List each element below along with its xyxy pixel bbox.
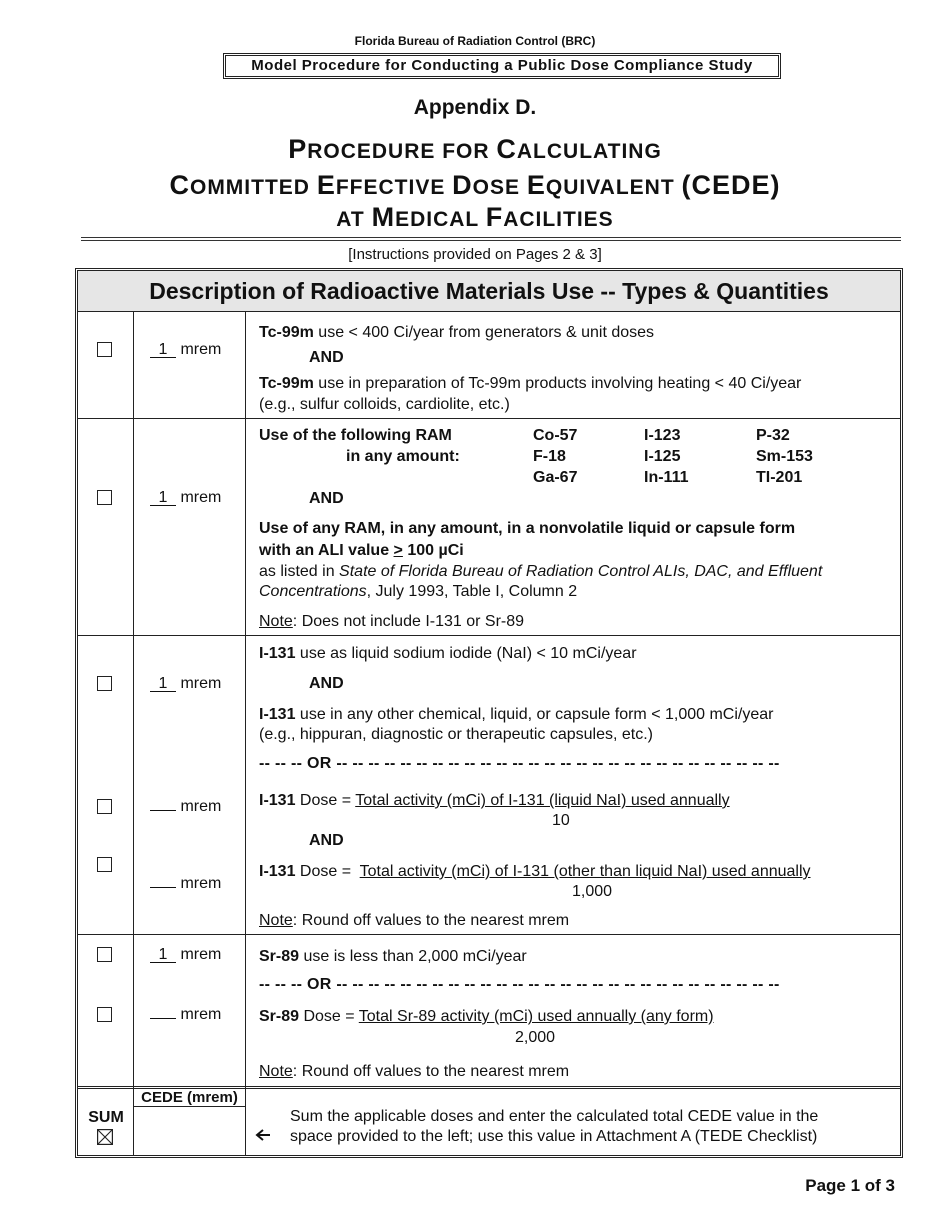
column-divider bbox=[245, 311, 246, 1155]
row2-checkbox[interactable] bbox=[97, 490, 112, 505]
row4-dose-1: 1 mrem bbox=[150, 946, 221, 964]
nuclide: I-123 bbox=[644, 427, 681, 444]
nuclide: TI-201 bbox=[756, 469, 803, 486]
row3-i131-other: I-131 use in any other chemical, liquid, or capsule form < 1,000 mCi/year bbox=[259, 706, 774, 723]
row4-dose-2: mrem bbox=[150, 1006, 221, 1024]
row4-denominator: 2,000 bbox=[515, 1029, 556, 1046]
row3-dose-3: mrem bbox=[150, 875, 221, 893]
sum-instructions-1: Sum the applicable doses and enter the calculated total CEDE value in the bbox=[290, 1108, 819, 1125]
document-subtitle: Model Procedure for Conducting a Public Dose Compliance Study bbox=[223, 53, 781, 79]
title-line-1: PROCEDURE FOR CALCULATING bbox=[288, 134, 662, 164]
row4-sr89-formula: Sr-89 Dose = Total Sr-89 activity (mCi) used annually (any form) bbox=[259, 1008, 714, 1025]
row-divider bbox=[78, 635, 900, 636]
row3-other-denominator: 1,000 bbox=[572, 883, 613, 900]
sum-checkbox-checked[interactable] bbox=[97, 1129, 113, 1145]
row-divider bbox=[78, 934, 900, 935]
cede-header: CEDE (mrem) bbox=[141, 1089, 238, 1106]
row3-note: Note: Round off values to the nearest mrem bbox=[259, 912, 570, 929]
row1-tc99m-heating: Tc-99m use in preparation of Tc-99m products involving heating < 40 Ci/year bbox=[259, 375, 802, 392]
row3-dose-2: mrem bbox=[150, 798, 221, 816]
row2-ali-value: with an ALI value > 100 µCi bbox=[259, 542, 464, 559]
row3-checkbox-2[interactable] bbox=[97, 799, 112, 814]
row2-ali-text: Use of any RAM, in any amount, in a nonvolatile liquid or capsule form bbox=[259, 520, 796, 537]
nuclide: Co-57 bbox=[533, 427, 578, 444]
title-line-2: COMMITTED EFFECTIVE DOSE EQUIVALENT (CEDE) bbox=[169, 170, 781, 200]
row4-checkbox-1[interactable] bbox=[97, 947, 112, 962]
nuclide: Sm-153 bbox=[756, 448, 813, 465]
nuclide: F-18 bbox=[533, 448, 566, 465]
row1-dose: 1 mrem bbox=[150, 341, 221, 359]
sum-label: SUM bbox=[88, 1109, 124, 1126]
row1-and: AND bbox=[309, 349, 344, 366]
nuclide: Ga-67 bbox=[533, 469, 578, 486]
row3-checkbox-3[interactable] bbox=[97, 857, 112, 872]
row2-use-label-2: in any amount: bbox=[346, 448, 460, 465]
nuclide: P-32 bbox=[756, 427, 790, 444]
row2-use-label: Use of the following RAM bbox=[259, 427, 452, 444]
row4-or-separator: -- -- -- OR -- -- -- -- -- -- -- -- -- -- -- -- -- -- -- -- -- -- -- -- -- -- -- -- -- -- -- -- bbox=[259, 976, 780, 993]
sum-instructions-2: space provided to the left; use this value in Attachment A (TEDE Checklist) bbox=[290, 1128, 818, 1145]
row3-i131-other-formula: I-131 Dose = Total activity (mCi) of I-131 (other than liquid NaI) used annually bbox=[259, 863, 811, 880]
nuclide: In-111 bbox=[644, 469, 689, 486]
row4-note: Note: Round off values to the nearest mrem bbox=[259, 1063, 570, 1080]
row3-i131-nai-formula: I-131 Dose = Total activity (mCi) of I-131 (liquid NaI) used annually bbox=[259, 792, 730, 809]
row3-nai-denominator: 10 bbox=[552, 812, 570, 829]
row3-or-separator: -- -- -- OR -- -- -- -- -- -- -- -- -- -- -- -- -- -- -- -- -- -- -- -- -- -- -- -- -- -- -- -- bbox=[259, 755, 780, 772]
nuclide: I-125 bbox=[644, 448, 681, 465]
row-divider bbox=[78, 418, 900, 419]
row2-reference: as listed in State of Florida Bureau of Radiation Control ALIs, DAC, and Effluent bbox=[259, 563, 823, 580]
row1-tc99m-generators: Tc-99m use < 400 Ci/year from generators & unit doses bbox=[259, 324, 655, 341]
arrow-left-icon bbox=[255, 1128, 271, 1147]
row2-dose: 1 mrem bbox=[150, 489, 221, 507]
row4-sr89-use: Sr-89 use is less than 2,000 mCi/year bbox=[259, 948, 527, 965]
row3-dose-1: 1 mrem bbox=[150, 675, 221, 693]
row4-checkbox-2[interactable] bbox=[97, 1007, 112, 1022]
cede-total-field[interactable] bbox=[136, 1109, 243, 1153]
appendix-label: Appendix D. bbox=[413, 96, 537, 119]
row3-and-2: AND bbox=[309, 832, 344, 849]
column-divider bbox=[133, 311, 134, 1155]
row3-checkbox-1[interactable] bbox=[97, 676, 112, 691]
organization-header: Florida Bureau of Radiation Control (BRC) bbox=[354, 34, 596, 48]
table-banner: Description of Radioactive Materials Use -- Types & Quantities bbox=[78, 271, 900, 312]
row3-i131-nai: I-131 use as liquid sodium iodide (NaI) < 10 mCi/year bbox=[259, 645, 637, 662]
page-number: Page 1 of 3 bbox=[805, 1176, 895, 1195]
title-line-3: AT MEDICAL FACILITIES bbox=[336, 202, 614, 232]
row2-and: AND bbox=[309, 490, 344, 507]
row1-checkbox[interactable] bbox=[97, 342, 112, 357]
row2-reference-2: Concentrations, July 1993, Table I, Column 2 bbox=[259, 583, 578, 600]
instructions-note: [Instructions provided on Pages 2 & 3] bbox=[348, 246, 602, 263]
row3-and: AND bbox=[309, 675, 344, 692]
title-divider bbox=[81, 237, 901, 241]
row3-i131-examples: (e.g., hippuran, diagnostic or therapeutic capsules, etc.) bbox=[259, 726, 653, 743]
checkbox-x-icon bbox=[97, 1129, 113, 1145]
row2-note: Note: Does not include I-131 or Sr-89 bbox=[259, 613, 525, 630]
row1-tc99m-examples: (e.g., sulfur colloids, cardiolite, etc.) bbox=[259, 396, 510, 413]
